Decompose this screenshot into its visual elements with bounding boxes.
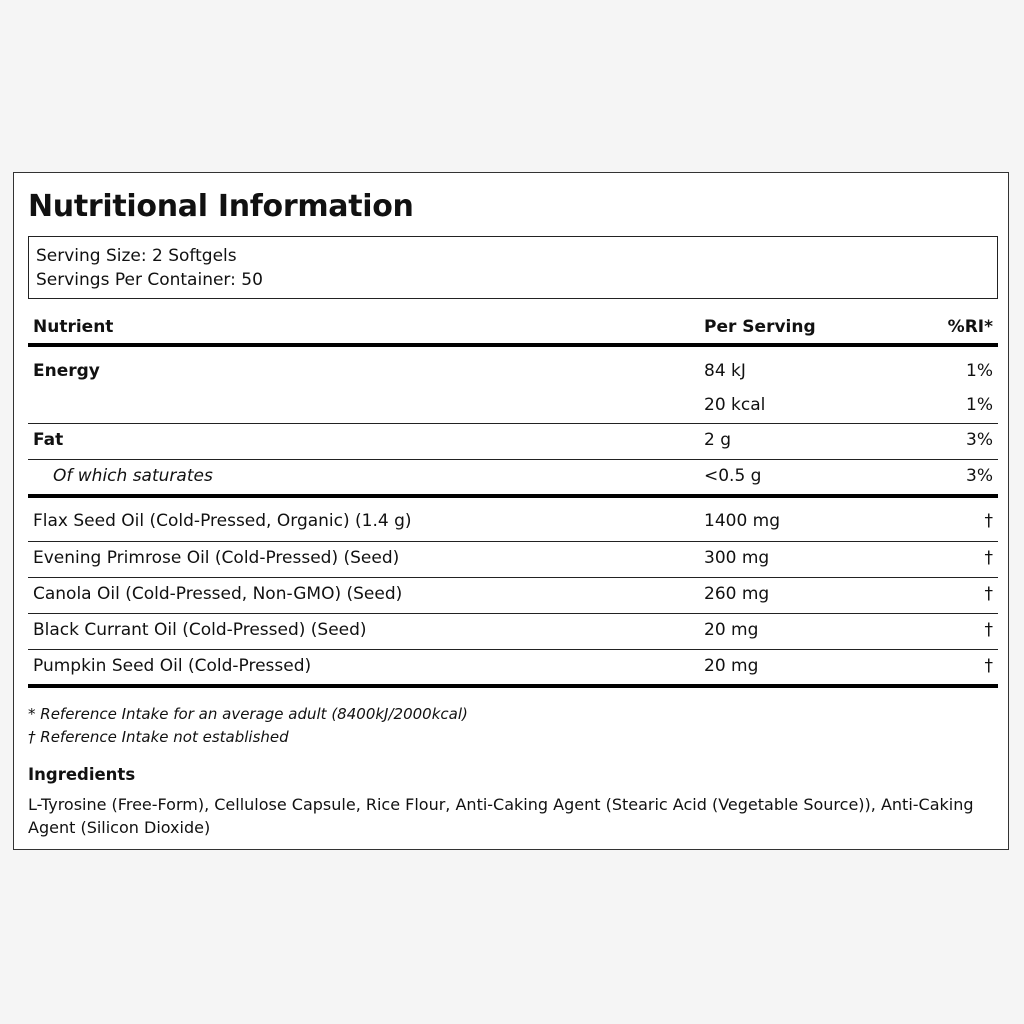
oil-name: Pumpkin Seed Oil (Cold-Pressed)	[33, 656, 312, 676]
ingredients-heading: Ingredients	[28, 765, 136, 784]
serving-info-box	[28, 236, 998, 299]
oil-ri: †	[984, 584, 993, 604]
oil-ri: †	[984, 548, 993, 568]
oil-name: Evening Primrose Oil (Cold-Pressed) (Seed)	[33, 548, 400, 568]
footnote-reference-intake: * Reference Intake for an average adult (8400kJ/2000kcal)	[28, 705, 468, 723]
header-ri: %RI*	[947, 317, 993, 337]
energy-label: Energy	[33, 361, 100, 381]
table-row-oil	[28, 614, 998, 650]
energy-kcal-ri: 1%	[966, 395, 993, 415]
table-row-oil	[28, 542, 998, 578]
oil-name: Black Currant Oil (Cold-Pressed) (Seed)	[33, 620, 367, 640]
table-row-oil	[28, 498, 998, 542]
nutrition-table	[28, 310, 998, 688]
oil-ri: †	[984, 511, 993, 531]
servings-per-container: Servings Per Container: 50	[36, 270, 263, 290]
fat-value: 2 g	[704, 430, 732, 450]
nutrition-panel	[13, 172, 1009, 850]
oil-ri: †	[984, 656, 993, 676]
serving-size: Serving Size: 2 Softgels	[36, 246, 237, 266]
saturates-value: <0.5 g	[704, 466, 762, 486]
oil-name: Canola Oil (Cold-Pressed, Non-GMO) (Seed)	[33, 584, 403, 604]
saturates-label: Of which saturates	[53, 466, 213, 486]
energy-kj-ri: 1%	[966, 361, 993, 381]
table-row-fat	[28, 424, 998, 460]
fat-label: Fat	[33, 430, 64, 450]
table-header-row	[28, 310, 998, 347]
oil-value: 20 mg	[704, 620, 759, 640]
header-nutrient: Nutrient	[33, 317, 114, 337]
table-row-oil	[28, 578, 998, 614]
oil-name: Flax Seed Oil (Cold-Pressed, Organic) (1.4 g)	[33, 511, 412, 531]
fat-ri: 3%	[966, 430, 993, 450]
oil-ri: †	[984, 620, 993, 640]
saturates-ri: 3%	[966, 466, 993, 486]
footnotes	[28, 703, 468, 749]
table-row-energy	[28, 347, 998, 424]
header-per-serving: Per Serving	[704, 317, 816, 337]
oil-value: 20 mg	[704, 656, 759, 676]
energy-kcal-value: 20 kcal	[704, 395, 766, 415]
ingredients-text: L-Tyrosine (Free-Form), Cellulose Capsule, Rice Flour, Anti-Caking Agent (Stearic Acid (Vegetable Source)), Anti-Caking Agent (Silicon Dioxide)	[28, 795, 974, 837]
oil-value: 300 mg	[704, 548, 770, 568]
table-row-oil	[28, 650, 998, 688]
oil-value: 1400 mg	[704, 511, 781, 531]
oil-value: 260 mg	[704, 584, 770, 604]
panel-title: Nutritional Information	[28, 189, 414, 224]
table-row-saturates	[28, 460, 998, 498]
footnote-not-established: † Reference Intake not established	[28, 728, 289, 746]
energy-kj-value: 84 kJ	[704, 361, 746, 381]
